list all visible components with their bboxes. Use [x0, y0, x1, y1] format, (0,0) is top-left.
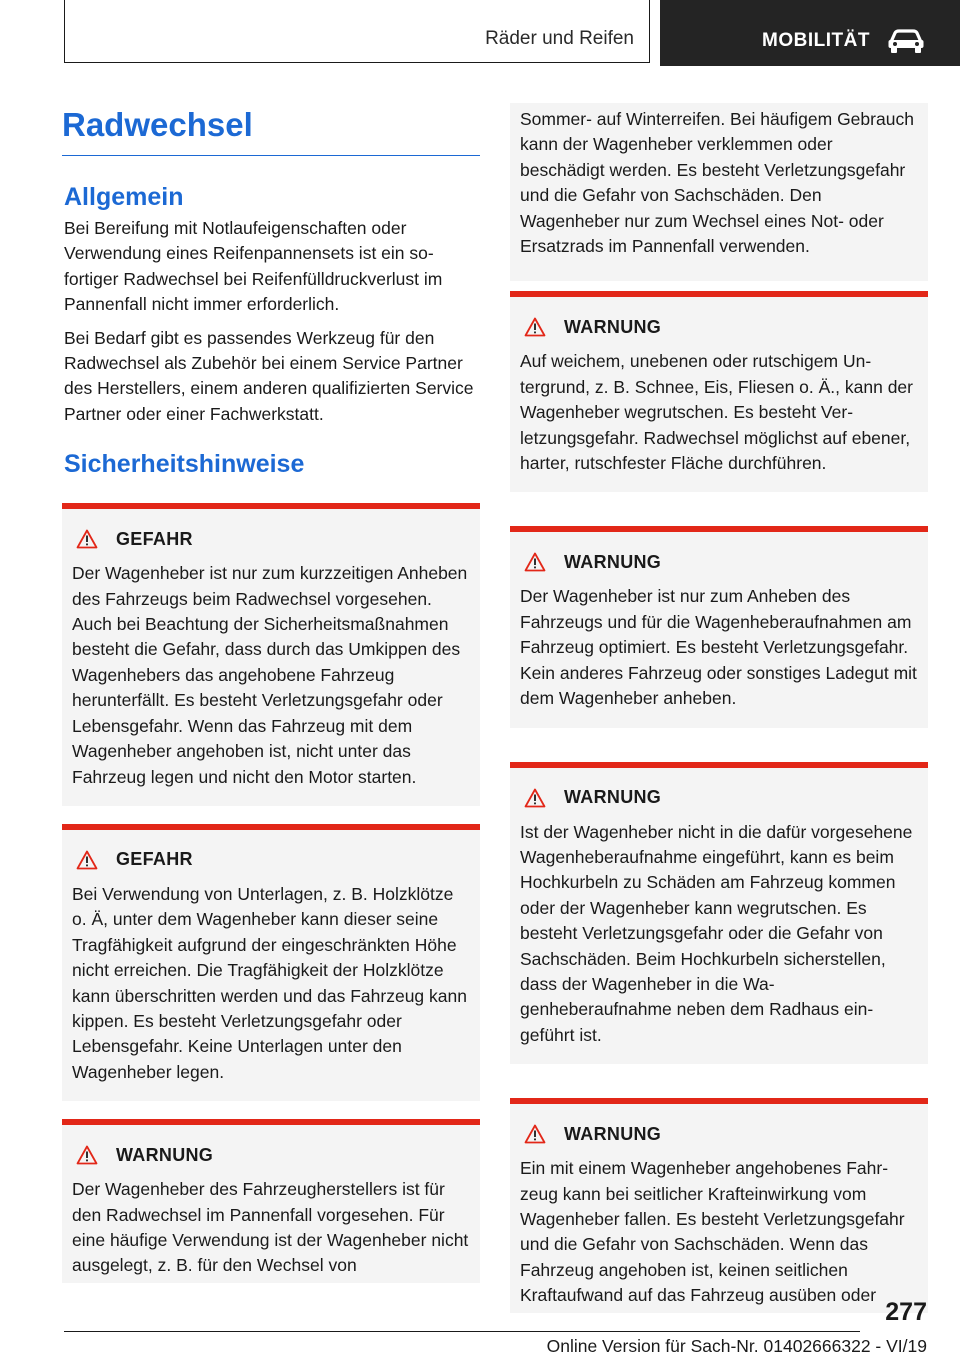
left-column — [62, 100, 480, 1283]
notice-text: Sommer- auf Winterreifen. Bei häufigem Gebrauch kann der Wagenheber verklemmen oder beschädigt werden. Es besteht Verletzungsgefahr und die Gefahr von Sachschäden. Den Wagenheber nur zum Wechsel eines Not- oder Ersatzrads im Pannenfall verwenden. — [520, 109, 914, 257]
warning-notice — [62, 1119, 480, 1283]
danger-notice — [62, 503, 480, 806]
notice-level: WARNUNG — [564, 551, 662, 572]
header-divider — [649, 0, 650, 62]
warning-triangle-icon — [524, 788, 546, 808]
warning-notice — [510, 762, 928, 1065]
chapter-tab[interactable] — [660, 0, 960, 66]
warning-triangle-icon — [524, 1124, 546, 1144]
notice-level: GEFAHR — [116, 528, 193, 549]
chapter-tab-label: MOBILITÄT — [762, 30, 870, 51]
notice-continuation — [510, 103, 928, 281]
warning-notice — [510, 1098, 928, 1312]
general-paragraph: Bei Bereifung mit Notlaufeigenschaften oder Verwendung eines Reifenpannensets ist ein sofortiger Radwechsel bei Reifenfülldruckverlust im Pannenfall nicht immer erforderlich. — [64, 218, 443, 315]
header-section-title: Räder und Reifen — [485, 28, 634, 49]
warning-triangle-icon — [76, 1145, 98, 1165]
title-rule — [62, 155, 480, 156]
notice-text: Der Wagenheber des Fahrzeugherstellers ist für den Radwechsel im Pannenfall vorgesehen. Für eine häufige Verwendung ist der Wagenheber nicht ausgelegt, z. B. für den Wechsel von — [72, 1179, 469, 1276]
notice-level: GEFAHR — [116, 849, 193, 870]
notice-level: WARNUNG — [564, 316, 662, 337]
notice-text: Der Wagenheber ist nur zum kurzzeitigen Anheben des Fahrzeugs beim Radwechsel vorgesehen. Auch bei Beachtung der Sicherheitsmaßnahmen besteht die Gefahr, dass durch das Umkippen des Wagenhebers das angehobene Fahrzeug herunterfällt. Es besteht Verletzungsgefahr oder Lebensgefahr. Wenn das Fahrzeug mit dem Wagenheber angehoben ist, nicht unter das Fahrzeug legen und nicht den Motor starten. — [72, 563, 468, 787]
section-heading-safety: Sicherheitshinweise — [64, 450, 305, 479]
warning-triangle-icon — [76, 850, 98, 870]
notice-text: Ist der Wagenheber nicht in die dafür vorgesehene Wagenheberaufnahme eingeführt, kann es beim Hochkurbeln zu Schäden am Fahrzeug kommen oder der Wagenheber kann wegrutschen. Es besteht Verletzungsgefahr oder die Gefahr von Sachschäden. Beim Hochkurbeln sicherstellen, dass der Wagenheber in die Wagenheberaufnahme neben dem Radhaus eingeführt ist. — [520, 821, 913, 1045]
header-left-border — [64, 0, 65, 62]
section-heading-general: Allgemein — [64, 183, 184, 211]
notice-text: Der Wagenheber ist nur zum Anheben des Fahrzeugs und für die Wagenheberaufnahmen am Fahrzeug optimiert. Es besteht Verletzungsgefahr. Kein anderes Fahrzeug oder sonstiges Ladegut mit dem Wagenheber anheben. — [520, 586, 917, 709]
warning-triangle-icon — [524, 317, 546, 337]
notice-level: WARNUNG — [564, 1123, 662, 1144]
header-underline — [64, 62, 650, 63]
notice-text: Ein mit einem Wagenheber angehobenes Fahrzeug kann bei seitlicher Krafteinwirkung vom Wagenheber fallen. Es besteht Verletzungsgefahr und die Gefahr von Sachschäden. Wenn das Fahrzeug angehoben ist, keinen seitlichen Kraftaufwand auf das Fahrzeug ausüben oder — [520, 1158, 905, 1306]
footer-rule — [64, 1331, 860, 1332]
warning-notice — [510, 291, 928, 492]
online-version-label: Online Version für Sach-Nr. 01402666322 - VI/19 — [546, 1336, 927, 1356]
page-number: 277 — [885, 1298, 927, 1326]
notice-level: WARNUNG — [116, 1144, 214, 1165]
warning-notice — [510, 526, 928, 727]
page-title: Radwechsel — [62, 106, 253, 143]
general-paragraph: Bei Bedarf gibt es passendes Werkzeug für den Radwechsel als Zubehör bei einem Service Partner des Herstellers, einem anderen qualifizierten Service Partner oder einer Fachwerkstatt. — [64, 327, 474, 424]
warning-triangle-icon — [76, 529, 98, 549]
notice-text: Bei Verwendung von Unterlagen, z. B. Holzklötze o. Ä, unter dem Wagenheber kann dieser seine Tragfähigkeit aufgrund der eingeschränkten Höhe nicht erreichen. Die Tragfähigkeit der Holzklötze kann überschritten werden und das Fahrzeug kann kippen. Es besteht Verletzungsgefahr oder Lebensgefahr. Keine Unterlagen unter den Wagenheber legen. — [72, 883, 467, 1082]
warning-triangle-icon — [524, 552, 546, 572]
notice-level: WARNUNG — [564, 787, 662, 807]
right-column — [510, 103, 928, 1313]
notice-text: Auf weichem, unebenen oder rutschigem Untergrund, z. B. Schnee, Eis, Fliesen o. Ä., kann der Wagenheber wegrutschen. Es besteht Verletzungsgefahr. Radwechsel möglichst auf ebener, harter, rutschfester Fläche durchführen. — [520, 351, 913, 474]
danger-notice — [62, 824, 480, 1101]
car-icon — [887, 28, 925, 54]
